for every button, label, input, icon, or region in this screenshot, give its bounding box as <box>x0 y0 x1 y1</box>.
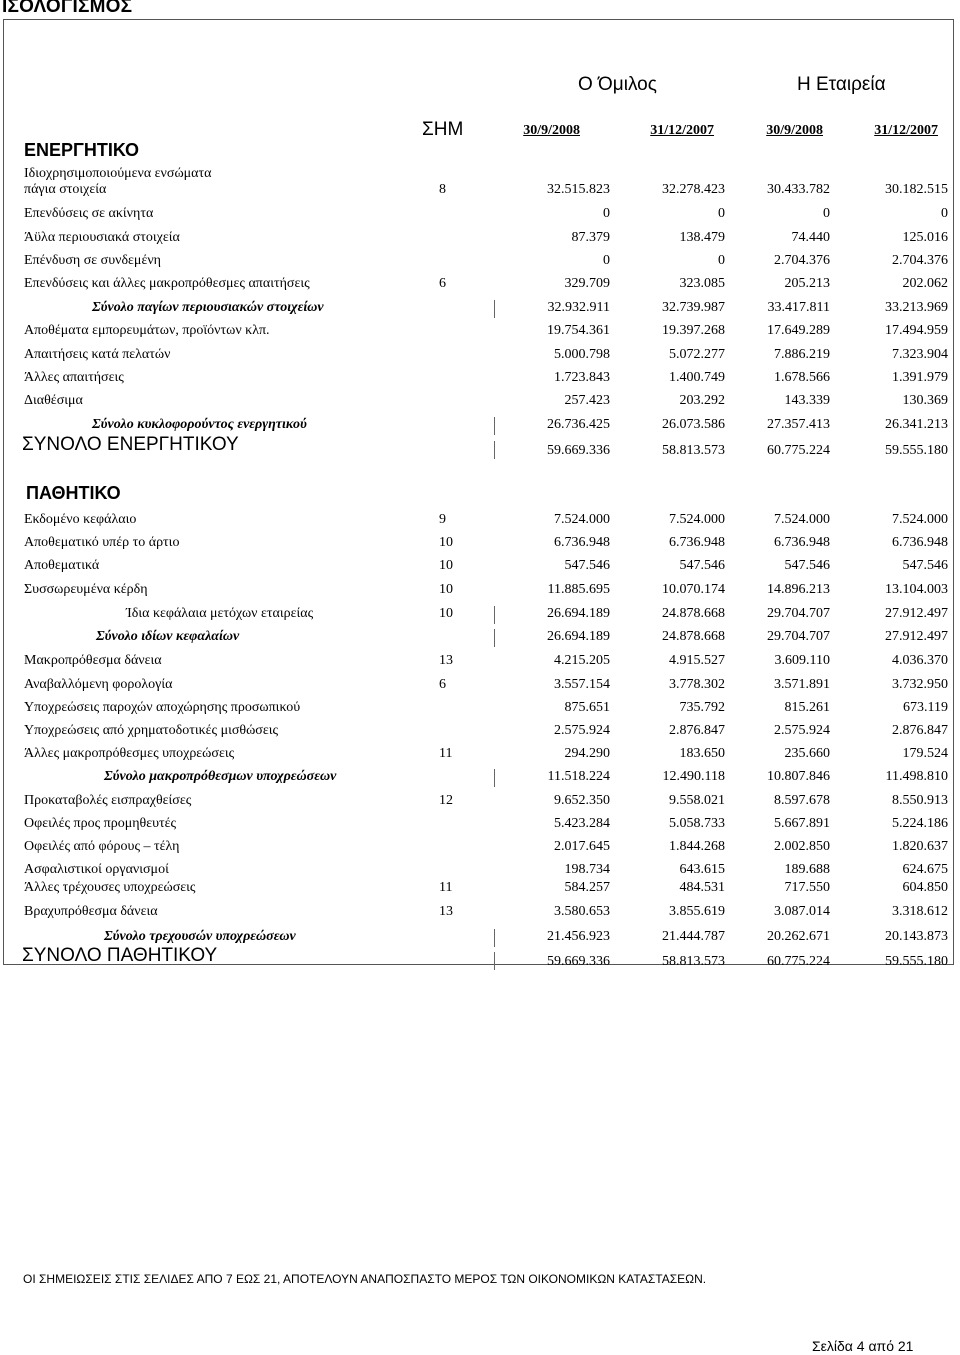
row-value: 2.876.847 <box>669 723 725 738</box>
row-value: 58.813.573 <box>662 443 725 458</box>
date-heading-company-2007: 31/12/2007 <box>874 123 938 138</box>
row-note: 13 <box>439 653 453 668</box>
row-label: ΕΝΕΡΓΗΤΙΚΟ <box>24 140 140 160</box>
row-label: Ίδια κεφάλαια μετόχων εταιρείας <box>126 606 314 621</box>
table-row <box>0 746 960 766</box>
row-label: Σύνολο ιδίων κεφαλαίων <box>96 629 240 644</box>
row-value: 27.912.497 <box>885 606 948 621</box>
row-value: 8.597.678 <box>774 793 830 808</box>
table-row <box>0 723 960 743</box>
table-row <box>0 253 960 273</box>
row-value: 2.575.924 <box>554 723 610 738</box>
row-value: 26.736.425 <box>547 417 610 432</box>
row-value: 2.002.850 <box>774 839 830 854</box>
row-label: Εκδομένο κεφάλαιο <box>24 512 137 527</box>
row-value: 7.524.000 <box>774 512 830 527</box>
section-heading-row <box>0 140 960 164</box>
row-value: 183.650 <box>679 746 725 761</box>
row-label: Ασφαλιστικοί οργανισμοί <box>24 862 169 877</box>
row-value: 24.878.668 <box>662 629 725 644</box>
row-value: 32.515.823 <box>547 182 610 197</box>
row-value: 26.694.189 <box>547 629 610 644</box>
row-value: 19.397.268 <box>662 323 725 338</box>
row-value: 74.440 <box>791 230 830 245</box>
row-value: 17.649.289 <box>767 323 830 338</box>
row-value: 323.085 <box>679 276 725 291</box>
footer-note: ΟΙ ΣΗΜΕΙΩΣΕΙΣ ΣΤΙΣ ΣΕΛΙΔΕΣ ΑΠΟ 7 ΕΩΣ 21, ΑΠΟΤΕΛΟΥΝ ΑΝΑΠΟΣΠΑΣΤΟ ΜΕΡΟΣ ΤΩΝ ΟΙΚΟΝΟΜΙΚΩΝ ΚΑΤΑΣΤΑΣΕΩΝ. <box>23 1272 707 1286</box>
note-column-heading: ΣΗΜ <box>422 119 464 140</box>
row-value: 179.524 <box>902 746 948 761</box>
row-value: 547.546 <box>902 558 948 573</box>
row-value: 3.087.014 <box>774 904 830 919</box>
row-note: 13 <box>439 904 453 919</box>
row-value: 13.104.003 <box>885 582 948 597</box>
row-value: 7.524.000 <box>669 512 725 527</box>
row-value: 60.775.224 <box>767 443 830 458</box>
row-label: Σύνολο τρεχουσών υποχρεώσεων <box>104 929 296 944</box>
table-row <box>0 700 960 720</box>
row-label: Άλλες τρέχουσες υποχρεώσεις <box>24 880 196 895</box>
row-value: 138.479 <box>679 230 725 245</box>
table-row <box>0 276 960 296</box>
row-value: 205.213 <box>784 276 830 291</box>
row-value: 7.323.904 <box>892 347 948 362</box>
row-value: 0 <box>941 206 948 221</box>
row-note: 8 <box>439 182 446 197</box>
row-value: 26.073.586 <box>662 417 725 432</box>
row-value: 294.290 <box>564 746 610 761</box>
table-row <box>0 816 960 836</box>
row-value: 29.704.707 <box>767 606 830 621</box>
row-value: 0 <box>603 206 610 221</box>
row-note: 10 <box>439 558 453 573</box>
subtotal-row <box>0 769 960 789</box>
row-value: 2.704.376 <box>892 253 948 268</box>
row-value: 6.736.948 <box>554 535 610 550</box>
row-value: 33.417.811 <box>767 300 830 315</box>
row-value: 3.557.154 <box>554 677 610 692</box>
row-value: 20.143.873 <box>885 929 948 944</box>
page-title: ΙΣΟΛΟΓΙΣΜΟΣ <box>2 0 133 17</box>
row-value: 2.704.376 <box>774 253 830 268</box>
row-value: 3.855.619 <box>669 904 725 919</box>
row-value: 9.558.021 <box>669 793 725 808</box>
row-value: 19.754.361 <box>547 323 610 338</box>
row-value: 203.292 <box>679 393 725 408</box>
row-value: 1.678.566 <box>774 370 830 385</box>
row-value: 815.261 <box>784 700 830 715</box>
table-row <box>0 793 960 813</box>
row-value: 1.391.979 <box>892 370 948 385</box>
row-value: 125.016 <box>902 230 948 245</box>
row-value: 547.546 <box>564 558 610 573</box>
row-value: 624.675 <box>902 862 948 877</box>
row-value: 5.224.186 <box>892 816 948 831</box>
row-value: 643.615 <box>679 862 725 877</box>
subtotal-row <box>0 300 960 320</box>
row-value: 604.850 <box>902 880 948 895</box>
row-value: 5.667.891 <box>774 816 830 831</box>
column-rule <box>494 300 495 318</box>
row-value: 32.932.911 <box>547 300 610 315</box>
row-value: 26.694.189 <box>547 606 610 621</box>
row-value: 1.844.268 <box>669 839 725 854</box>
row-value: 143.339 <box>784 393 830 408</box>
row-value: 2.017.645 <box>554 839 610 854</box>
row-label: Διαθέσιμα <box>24 393 83 408</box>
table-row <box>0 558 960 578</box>
column-rule <box>494 629 495 647</box>
table-row <box>0 370 960 390</box>
table-row <box>0 230 960 250</box>
grand-total-row <box>0 434 960 461</box>
row-label: Προκαταβολές εισπραχθείσες <box>24 793 192 808</box>
row-label: Μακροπρόθεσμα δάνεια <box>24 653 162 668</box>
table-row <box>0 839 960 859</box>
row-value: 59.669.336 <box>547 443 610 458</box>
row-value: 3.580.653 <box>554 904 610 919</box>
row-label: ΠΑΘΗΤΙΚΟ <box>26 483 121 503</box>
row-value: 198.734 <box>564 862 610 877</box>
row-value: 32.739.987 <box>662 300 725 315</box>
row-value: 547.546 <box>679 558 725 573</box>
row-label: ΣΥΝΟΛΟ ΕΝΕΡΓΗΤΙΚΟΥ <box>22 434 239 455</box>
table-row <box>0 323 960 343</box>
row-value: 87.379 <box>571 230 610 245</box>
row-value: 3.571.891 <box>774 677 830 692</box>
row-value: 59.669.336 <box>547 954 610 969</box>
row-value: 24.878.668 <box>662 606 725 621</box>
row-value: 0 <box>718 206 725 221</box>
row-note: 11 <box>439 746 453 761</box>
table-row <box>0 535 960 555</box>
row-label: Υποχρεώσεις παροχών αποχώρησης προσωπικού <box>24 700 301 715</box>
row-value: 29.704.707 <box>767 629 830 644</box>
row-value: 0 <box>823 206 830 221</box>
row-value: 5.423.284 <box>554 816 610 831</box>
row-value: 9.652.350 <box>554 793 610 808</box>
row-value: 5.000.798 <box>554 347 610 362</box>
section-heading-row <box>0 483 960 507</box>
row-value: 1.820.637 <box>892 839 948 854</box>
column-rule <box>494 769 495 787</box>
row-value: 33.213.969 <box>885 300 948 315</box>
row-value: 14.896.213 <box>767 582 830 597</box>
table-row <box>0 880 960 900</box>
row-note: 9 <box>439 512 446 527</box>
row-value: 6.736.948 <box>892 535 948 550</box>
column-rule <box>494 417 495 435</box>
row-value: 875.651 <box>564 700 610 715</box>
row-value: 7.524.000 <box>554 512 610 527</box>
row-label: Αποθεματικά <box>24 558 100 573</box>
row-note: 6 <box>439 276 446 291</box>
row-label: Αποθέματα εμπορευμάτων, προϊόντων κλπ. <box>24 323 270 338</box>
row-value: 1.400.749 <box>669 370 725 385</box>
row-label: Αναβαλλόμενη φορολογία <box>24 677 173 692</box>
row-label: Σύνολο μακροπρόθεσμων υποχρεώσεων <box>104 769 337 784</box>
column-rule <box>494 606 495 624</box>
table-row <box>0 206 960 226</box>
row-label: Απαιτήσεις κατά πελατών <box>24 347 171 362</box>
column-rule <box>494 952 495 970</box>
row-value: 4.915.527 <box>669 653 725 668</box>
row-value: 484.531 <box>679 880 725 895</box>
row-value: 5.072.277 <box>669 347 725 362</box>
group-column-heading: Ο Όμιλος <box>578 74 657 95</box>
row-note: 12 <box>439 793 453 808</box>
row-label: Επενδύσεις σε ακίνητα <box>24 206 154 221</box>
table-row <box>0 582 960 602</box>
row-label: Οφειλές προς προμηθευτές <box>24 816 177 831</box>
row-value: 8.550.913 <box>892 793 948 808</box>
row-label: Άλλες απαιτήσεις <box>24 370 124 385</box>
page-number: Σελίδα 4 από 21 <box>812 1338 914 1354</box>
row-value: 6.736.948 <box>669 535 725 550</box>
row-value: 202.062 <box>902 276 948 291</box>
row-value: 189.688 <box>784 862 830 877</box>
row-value: 21.456.923 <box>547 929 610 944</box>
row-value: 329.709 <box>564 276 610 291</box>
row-value: 2.876.847 <box>892 723 948 738</box>
row-note: 10 <box>439 606 453 621</box>
row-value: 3.609.110 <box>774 653 830 668</box>
row-value: 257.423 <box>564 393 610 408</box>
row-note: 6 <box>439 677 446 692</box>
row-value: 673.119 <box>903 700 948 715</box>
date-heading-group-2007: 31/12/2007 <box>650 123 714 138</box>
row-value: 59.555.180 <box>885 443 948 458</box>
row-value: 584.257 <box>564 880 610 895</box>
table-row <box>0 393 960 413</box>
row-value: 4.215.205 <box>554 653 610 668</box>
date-heading-company-2008: 30/9/2008 <box>766 123 823 138</box>
row-value: 20.262.671 <box>767 929 830 944</box>
table-row <box>0 606 960 626</box>
row-label: ΣΥΝΟΛΟ ΠΑΘΗΤΙΚΟΥ <box>22 945 218 966</box>
row-value: 26.341.213 <box>885 417 948 432</box>
row-note: 10 <box>439 582 453 597</box>
row-label: πάγια στοιχεία <box>24 182 107 197</box>
row-label: Βραχυπρόθεσμα δάνεια <box>24 904 158 919</box>
row-label: Αποθεματικό υπέρ το άρτιο <box>24 535 180 550</box>
row-value: 17.494.959 <box>885 323 948 338</box>
row-value: 58.813.573 <box>662 954 725 969</box>
row-value: 21.444.787 <box>662 929 725 944</box>
row-value: 5.058.733 <box>669 816 725 831</box>
row-label: Συσσωρευμένα κέρδη <box>24 582 148 597</box>
row-label: Σύνολο παγίων περιουσιακών στοιχείων <box>92 300 324 315</box>
row-value: 547.546 <box>784 558 830 573</box>
table-row <box>0 862 960 882</box>
table-row <box>0 512 960 532</box>
row-value: 27.912.497 <box>885 629 948 644</box>
row-value: 12.490.118 <box>662 769 725 784</box>
table-row <box>0 904 960 924</box>
row-label: Επένδυση σε συνδεμένη <box>24 253 161 268</box>
row-value: 7.524.000 <box>892 512 948 527</box>
row-value: 10.807.846 <box>767 769 830 784</box>
row-value: 4.036.370 <box>892 653 948 668</box>
table-row <box>0 653 960 673</box>
row-note: 11 <box>439 880 453 895</box>
row-value: 6.736.948 <box>774 535 830 550</box>
table-row <box>0 347 960 367</box>
table-row <box>0 182 960 202</box>
subtotal-row <box>0 629 960 649</box>
date-heading-group-2008: 30/9/2008 <box>523 123 580 138</box>
row-note: 10 <box>439 535 453 550</box>
row-value: 30.433.782 <box>767 182 830 197</box>
row-value: 60.775.224 <box>767 954 830 969</box>
column-rule <box>494 441 495 459</box>
row-value: 0 <box>603 253 610 268</box>
row-label: Άϋλα περιουσιακά στοιχεία <box>24 230 180 245</box>
company-column-heading: Η Εταιρεία <box>797 74 886 95</box>
row-value: 735.792 <box>679 700 725 715</box>
row-value: 27.357.413 <box>767 417 830 432</box>
row-value: 32.278.423 <box>662 182 725 197</box>
row-value: 59.555.180 <box>885 954 948 969</box>
row-value: 130.369 <box>902 393 948 408</box>
row-label: Επενδύσεις και άλλες μακροπρόθεσμες απαιτήσεις <box>24 276 310 291</box>
row-label: Υποχρεώσεις από χρηματοδοτικές μισθώσεις <box>24 723 279 738</box>
column-rule <box>494 929 495 947</box>
row-value: 1.723.843 <box>554 370 610 385</box>
row-value: 717.550 <box>784 880 830 895</box>
row-value: 7.886.219 <box>774 347 830 362</box>
row-value: 11.498.810 <box>885 769 948 784</box>
table-row <box>0 677 960 697</box>
row-value: 3.778.302 <box>669 677 725 692</box>
grand-total-row <box>0 945 960 972</box>
row-label: Σύνολο κυκλοφορούντος ενεργητικού <box>92 417 307 432</box>
row-value: 235.660 <box>784 746 830 761</box>
row-value: 10.070.174 <box>662 582 725 597</box>
row-value: 11.885.695 <box>547 582 610 597</box>
row-label: Άλλες μακροπρόθεσμες υποχρεώσεις <box>24 746 235 761</box>
row-value: 3.732.950 <box>892 677 948 692</box>
row-value: 0 <box>718 253 725 268</box>
row-value: 11.518.224 <box>547 769 610 784</box>
row-value: 2.575.924 <box>774 723 830 738</box>
row-label: Ιδιοχρησιμοποιούμενα ενσώματα <box>24 166 212 181</box>
row-value: 3.318.612 <box>892 904 948 919</box>
row-label: Οφειλές από φόρους – τέλη <box>24 839 180 854</box>
row-value: 30.182.515 <box>885 182 948 197</box>
